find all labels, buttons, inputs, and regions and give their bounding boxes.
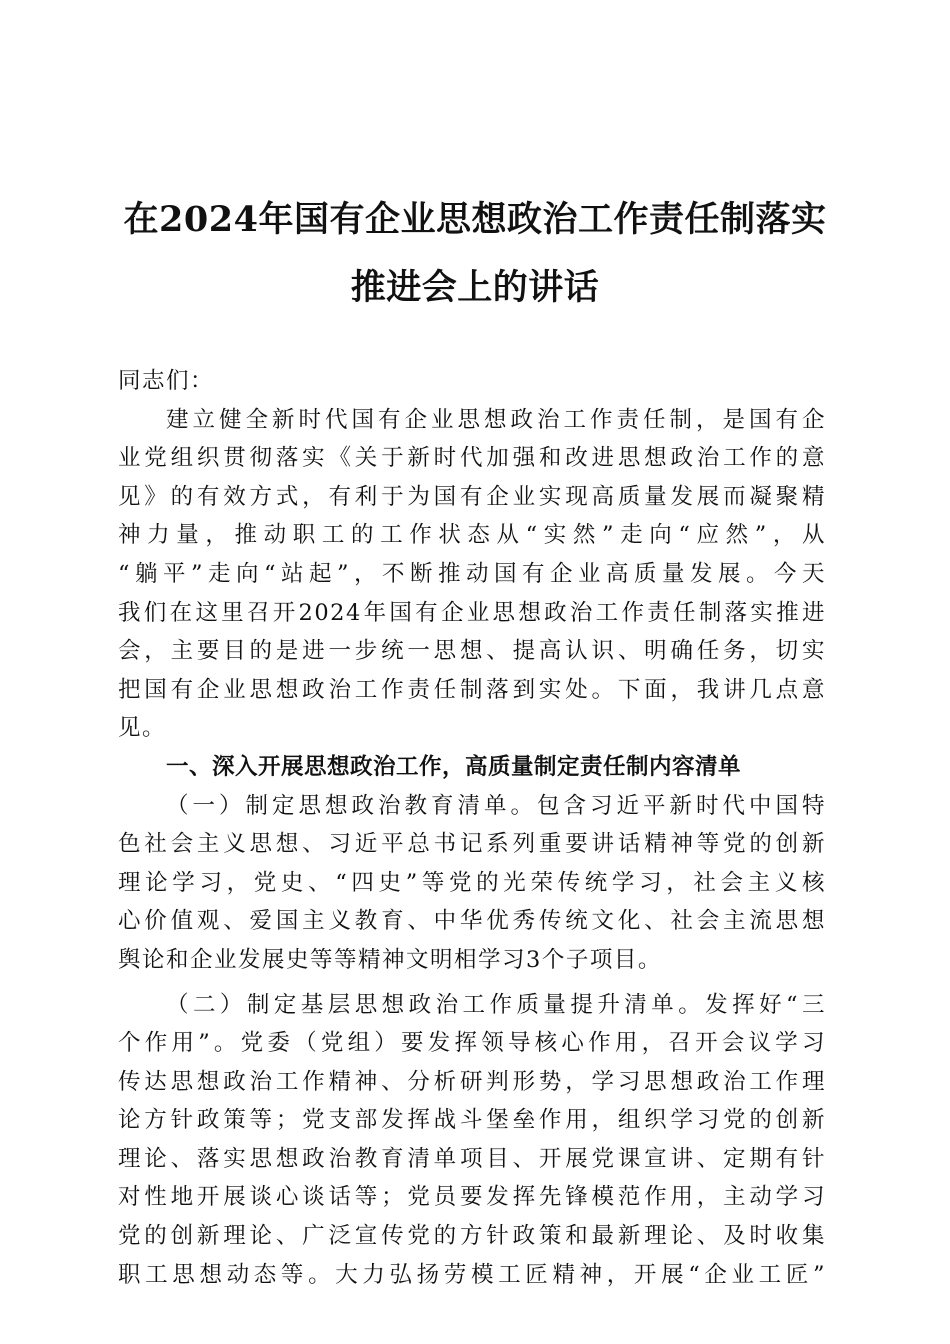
item-1-line: （一）制定思想政治教育清单。包含习近平新时代中国特 [166,792,826,819]
item-1-paragraph [118,787,826,980]
item-2-line: 党的创新理论、广泛宣传党的方针政策和最新理论、及时收集 [118,1223,826,1250]
intro-line: 见》的有效方式，有利于为国有企业实现高质量发展而凝聚精 [118,483,826,510]
item-2-line: 个作用”。党委（党组）要发挥领导核心作用，召开会议学习 [118,1030,826,1057]
item-2-line: 论方针政策等；党支部发挥战斗堡垒作用，组织学习党的创新 [118,1107,826,1134]
intro-line: 见。 [118,715,167,742]
intro-paragraph [118,401,826,748]
item-1-line: 心价值观、爱国主义教育、中华优秀传统文化、社会主流思想 [118,908,826,935]
section-heading: 一、深入开展思想政治工作，高质量制定责任制内容清单 [166,753,742,780]
item-2-line: （二）制定基层思想政治工作质量提升清单。发挥好“三 [166,991,826,1018]
intro-line: 把国有企业思想政治工作责任制落到实处。下面，我讲几点意 [118,676,826,703]
item-1-line: 舆论和企业发展史等等精神文明相学习3个子项目。 [118,946,662,973]
intro-line: 我们在这里召开2024年国有企业思想政治工作责任制落实推进 [118,599,826,626]
salutation: 同志们： [118,368,215,394]
intro-line: 建立健全新时代国有企业思想政治工作责任制，是国有企 [166,406,826,433]
item-2-line: 传达思想政治工作精神、分析研判形势，学习思想政治工作理 [118,1068,826,1095]
intro-line: “躺平”走向“站起”，不断推动国有企业高质量发展。今天 [118,560,826,587]
document-body [118,362,826,1294]
intro-line: 业党组织贯彻落实《关于新时代加强和改进思想政治工作的意 [118,445,826,472]
item-1-line: 色社会主义思想、习近平总书记系列重要讲话精神等党的创新 [118,831,826,858]
item-2-paragraph [118,986,826,1295]
item-2-line: 对性地开展谈心谈话等；党员要发挥先锋模范作用，主动学习 [118,1184,826,1211]
document-title-line-2: 推进会上的讲话 [350,267,600,308]
item-2-line: 职工思想动态等。大力弘扬劳模工匠精神，开展“企业工匠” [118,1261,826,1288]
intro-line: 神力量，推动职工的工作状态从“实然”走向“应然”，从 [118,522,826,549]
item-2-line: 理论、落实思想政治教育清单项目、开展党课宣讲、定期有针 [118,1145,826,1172]
document-title-line-1: 在2024年国有企业思想政治工作责任制落实 [123,199,827,240]
item-1-line: 理论学习，党史、“四史”等党的光荣传统学习，社会主义核 [118,869,826,896]
intro-line: 会，主要目的是进一步统一思想、提高认识、明确任务，切实 [118,638,826,665]
